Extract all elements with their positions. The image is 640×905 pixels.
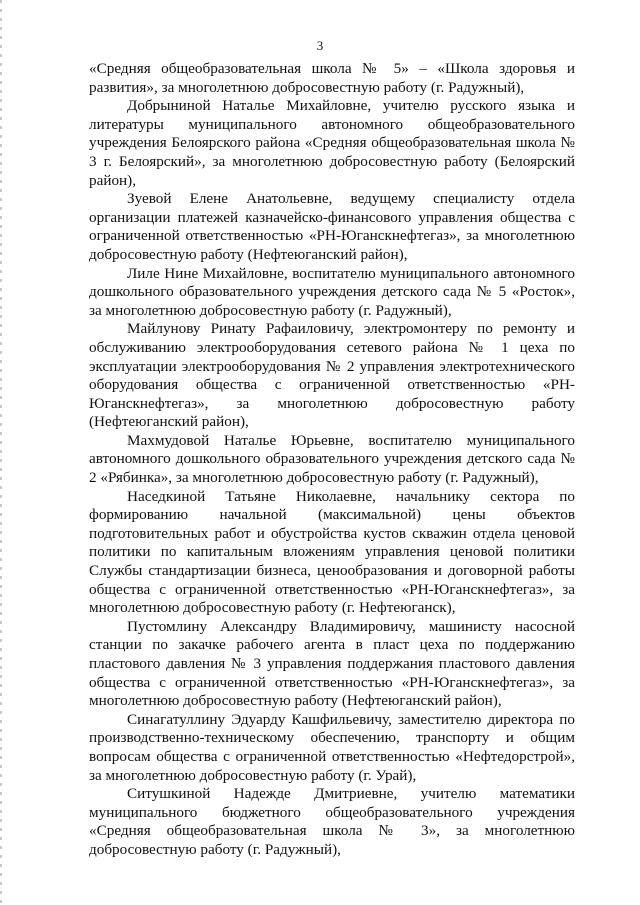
page-number: 3 [316,38,324,53]
paragraph-lile: Лиле Нине Михайловне, воспитателю муниципального автономного дошкольного образовательного учреждения детского сада № 5 «Росток», за многолетнюю добросовестную работу (г. Радужный), [89,264,575,319]
paragraph-pustomlin: Пустомлину Александру Владимировичу, машинисту насосной станции по закачке рабочего агента в пласт цеха по поддержанию пластового давления № 3 управления поддержания пластового давления общества с ограниченной ответственностью «РН-Юганскнефтегаз», за многолетнюю добросовестную работу (Нефтеюганский район), [89,617,575,710]
scan-edge-artifact [0,0,2,905]
paragraph-continuation: «Средняя общеобразовательная школа № 5» – «Школа здоровья и развития», за многолетнюю добросовестную работу (г. Радужный), [89,60,575,96]
document-body [89,60,575,860]
paragraph-sinagatullin: Синагатуллину Эдуарду Кашфильевичу, заместителю директора по производственно-техническому обеспечению, транспорту и общим вопросам общества с ограниченной ответственностью «Нефтедорстрой», за многолетнюю добросовестную работу (г. Урай), [89,710,575,784]
paragraph-dobrynina: Добрыниной Наталье Михайловне, учителю русского языка и литературы муниципального автономного общеобразовательного учреждения Белоярского района «Средняя общеобразовательная школа № 3 г. Белоярский», за многолетнюю добросовестную работу (Белоярский район), [89,97,575,189]
paragraph-situshkina: Ситушкиной Надежде Дмитриевне, учителю математики муниципального бюджетного общеобразовательного учреждения «Средняя общеобразовательная школа № 3», за многолетнюю добросовестную работу (г. Радужный), [89,785,575,858]
paragraph-makhmudova: Махмудовой Наталье Юрьевне, воспитателю муниципального автономного дошкольного образовательного учреждения детского сада № 2 «Рябинка», за многолетнюю добросовестную работу (г. Радужный), [89,431,575,487]
paragraph-nasedkina: Наседкиной Татьяне Николаевне, начальнику сектора по формированию начальной (максимальной) цены объектов подготовительных работ и обустройства кустов скважин отдела ценовой политики по капитальным вложениям управления ценовой политики Службы стандартизации бизнеса, ценообразования и договорной работы общества с ограниченной ответственностью «РН-Юганскнефтегаз», за многолетнюю добросовестную работу (г. Нефтеюганск), [89,487,575,617]
paragraph-zueva: Зуевой Елене Анатольевне, ведущему специалисту отдела организации платежей казначейско-финансового управления общества с ограниченной ответственностью «РН-Юганскнефтегаз», за многолетнюю добросовестную работу (Нефтеюганский район), [89,190,575,263]
paragraph-maylunov: Майлунову Ринату Рафаиловичу, электромонтеру по ремонту и обслуживанию электрооборудования сетевого района № 1 цеха по эксплуатации электрооборудования № 2 управления электротехнического оборудования общества с ограниченной ответственностью «РН-Юганскнефтегаз», за многолетнюю добросовестную работу (Нефтеюганский район), [89,320,575,431]
